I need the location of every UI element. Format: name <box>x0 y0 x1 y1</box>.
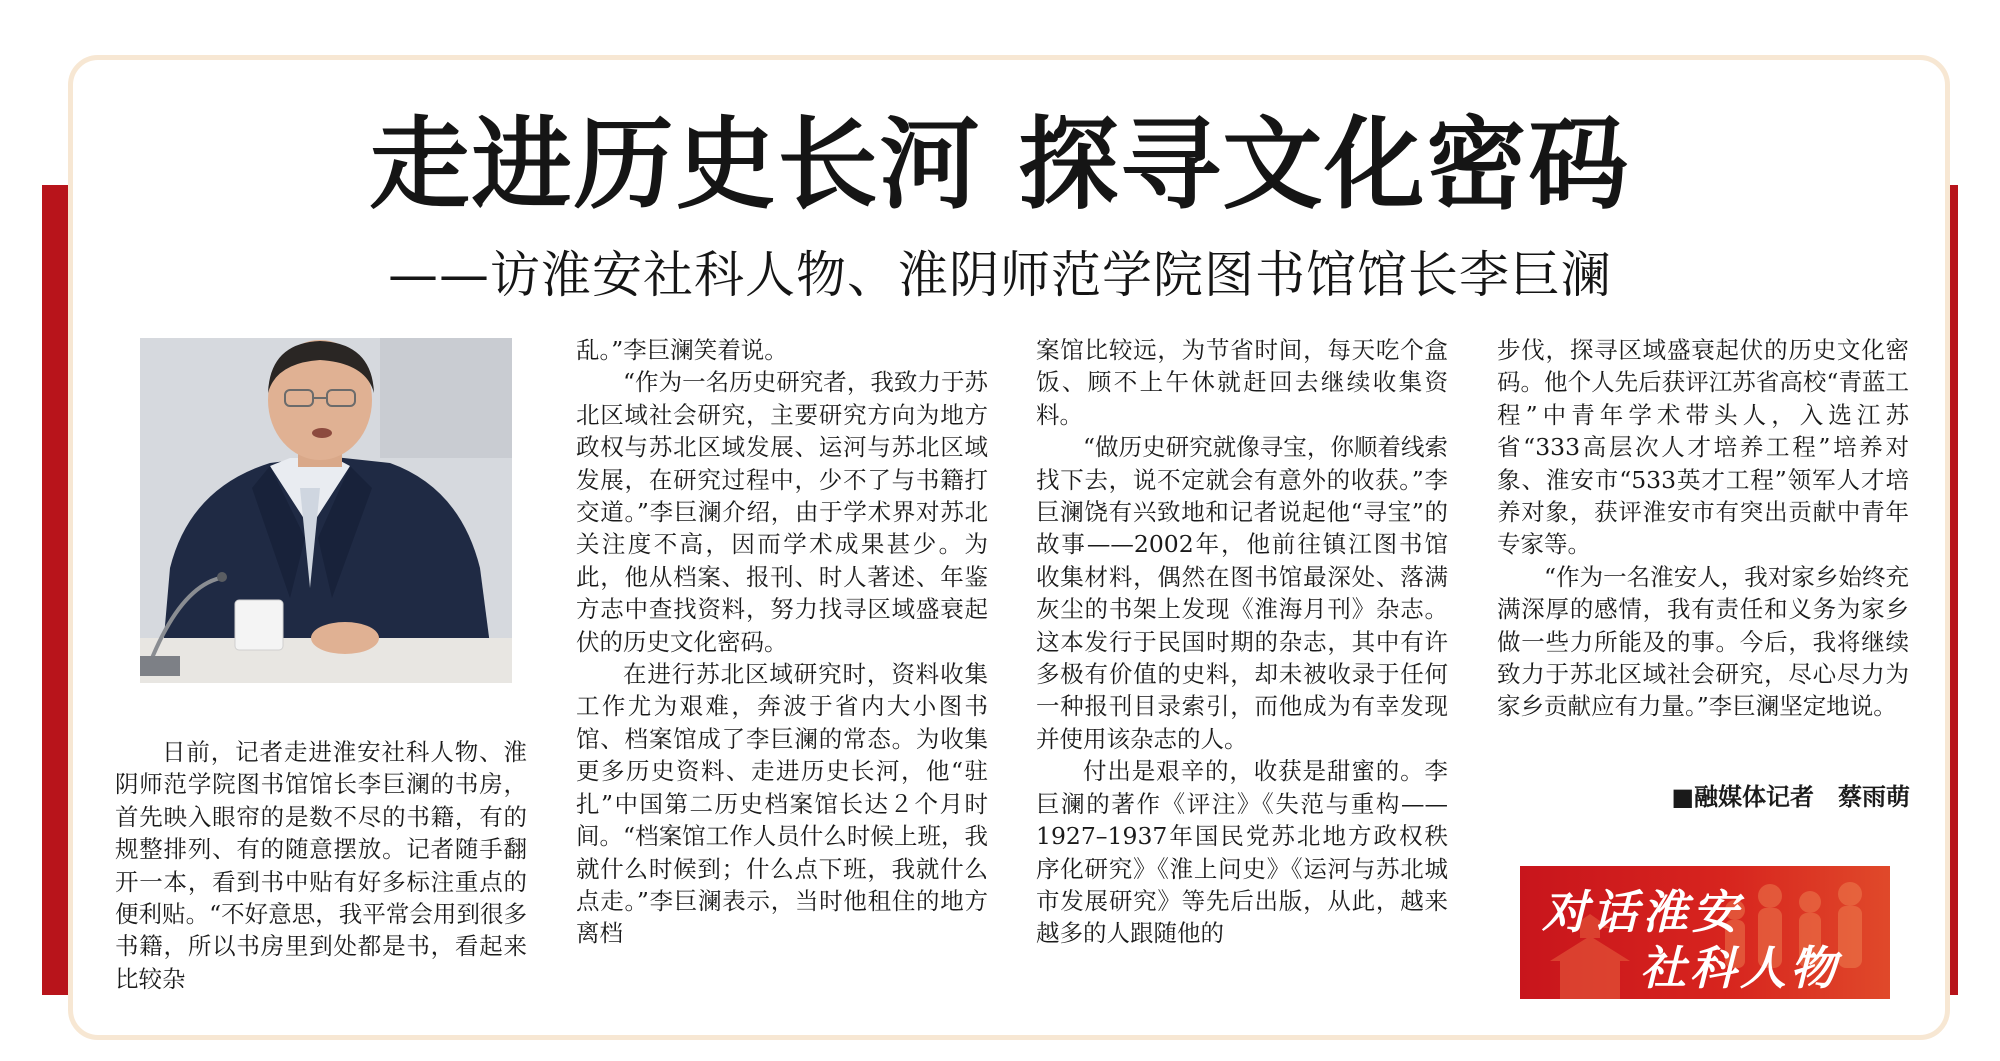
article-column-4 <box>1497 334 1909 723</box>
paragraph: 日前，记者走进淮安社科人物、淮阴师范学院图书馆馆长李巨澜的书房，首先映入眼帘的是数不尽的书籍，有的规整排列、有的随意摆放。记者随手翻开一本，看到书中贴有好多标注重点的便利贴。“不好意思，我平常会用到很多书籍，所以书房里到处都是书，看起来比较杂 <box>115 738 527 993</box>
paragraph: 乱。”李巨澜笑着说。 <box>576 336 788 364</box>
byline: ■融媒体记者 蔡雨萌 <box>1671 783 1910 811</box>
paragraph: 案馆比较远，为节省时间，每天吃个盒饭、顾不上午休就赶回去继续收集资料。 <box>1036 336 1448 429</box>
paragraph: 步伐，探寻区域盛衰起伏的历史文化密码。他个人先后获评江苏省高校“青蓝工程”中青年学术带头人，入选江苏省“333高层次人才培养工程”培养对象、淮安市“533英才工程”领军人才培养对象，获评淮安市有突出贡献中青年专家等。 <box>1497 336 1909 559</box>
paragraph: “作为一名淮安人，我对家乡始终充满深厚的感情，我有责任和义务为家乡做一些力所能及的事。今后，我将继续致力于苏北区域社会研究，尽心尽力为家乡贡献应有力量。”李巨澜坚定地说。 <box>1497 562 1909 721</box>
paragraph: 在进行苏北区域研究时，资料收集工作尤为艰难，奔波于省内大小图书馆、档案馆成了李巨澜的常态。为收集更多历史资料、走进历史长河，他“驻扎”中国第二历史档案馆长达２个月时间。“档案馆工作人员什么时候上班，我就什么时候到；什么点下班，我就什么点走。”李巨澜表示，当时他租住的地方离档 <box>576 660 988 948</box>
paragraph: “作为一名历史研究者，我致力于苏北区域社会研究，主要研究方向为地方政权与苏北区域发展、运河与苏北区域发展，在研究过程中，少不了与书籍打交道。”李巨澜介绍，由于学术界对苏北关注度不高，因而学术成果甚少。为此，他从档案、报刊、时人著述、年鉴方志中查找资料，努力找寻区域盛衰起伏的历史文化密码。 <box>576 368 988 656</box>
article-column-3 <box>1036 334 1448 950</box>
badge-title-line1: 对话淮安 <box>1542 885 1742 939</box>
column-badge <box>1520 866 1890 999</box>
portrait-photo <box>140 338 512 683</box>
headline: 走进历史长河 探寻文化密码 <box>369 106 1631 223</box>
badge-title-line2: 社科人物 <box>1640 941 1840 995</box>
subheadline: ——访淮安社科人物、淮阴师范学院图书馆馆长李巨澜 <box>388 246 1612 304</box>
paragraph: “做历史研究就像寻宝，你顺着线索找下去，说不定就会有意外的收获。”李巨澜饶有兴致地和记者说起他“寻宝”的故事——2002年，他前往镇江图书馆收集材料，偶然在图书馆最深处、落满灰尘的书架上发现《淮海月刊》杂志。这本发行于民国时期的杂志，其中有许多极有价值的史料，却未被收录于任何一种报刊目录索引，而他成为有幸发现并使用该杂志的人。 <box>1036 433 1448 753</box>
article-column-1 <box>115 736 527 995</box>
article-column-2 <box>576 334 988 950</box>
paragraph: 付出是艰辛的，收获是甜蜜的。李巨澜的著作《评注》《失范与重构——1927–1937年国民党苏北地方政权秩序化研究》《淮上问史》《运河与苏北城市发展研究》等先后出版，从此，越来越多的人跟随他的 <box>1036 757 1448 948</box>
portrait-illustration <box>140 338 512 683</box>
